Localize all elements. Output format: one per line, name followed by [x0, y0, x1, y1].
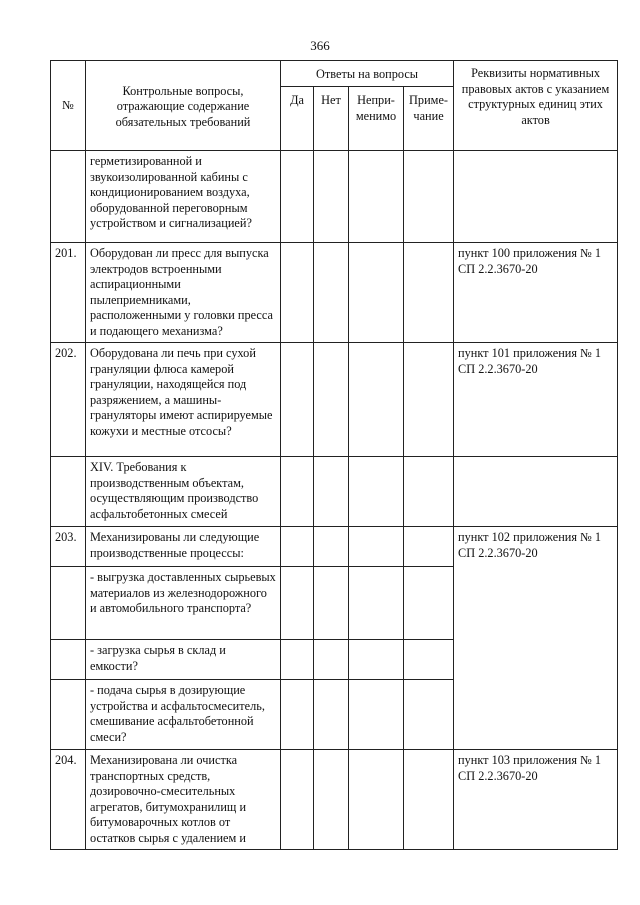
answer-yes-cell — [281, 750, 314, 850]
section-title: XIV. Требования к производственным объектам, осуществляющим производство асфальтобетонных смесей — [86, 457, 281, 527]
answer-note-cell — [404, 640, 454, 680]
question-text: - подача сырья в дозирующие устройства и асфальтосмеситель, смешивание асфальтобетонной смеси? — [86, 680, 281, 750]
answer-no-cell — [314, 640, 349, 680]
header-yes: Да — [281, 87, 314, 151]
header-not-applicable: Непри-менимо — [349, 87, 404, 151]
reference-text: пункт 102 приложения № 1 СП 2.2.3670-20 — [454, 527, 618, 750]
answer-na-cell — [349, 527, 404, 567]
reference-text — [454, 151, 618, 243]
header-number: № — [51, 61, 86, 151]
row-number: 202. — [51, 343, 86, 457]
requirements-table — [50, 60, 618, 850]
question-text: Оборудован ли пресс для выпуска электродов встроенными аспирационными пылеприемниками, расположенными у головки пресса и подающего механизма? — [86, 243, 281, 343]
reference-text: пункт 101 приложения № 1 СП 2.2.3670-20 — [454, 343, 618, 457]
header-no: Нет — [314, 87, 349, 151]
header-answers: Ответы на вопросы — [281, 61, 454, 87]
header-references: Реквизиты нормативных правовых актов с указанием структурных единиц этих актов — [454, 61, 618, 151]
answer-na-cell — [349, 151, 404, 243]
row-number — [51, 640, 86, 680]
table-row — [51, 243, 618, 343]
answer-yes-cell — [281, 680, 314, 750]
reference-text — [454, 457, 618, 527]
answer-note-cell — [404, 343, 454, 457]
answer-no-cell — [314, 750, 349, 850]
answer-note-cell — [404, 243, 454, 343]
answer-no-cell — [314, 457, 349, 527]
answer-note-cell — [404, 151, 454, 243]
answer-yes-cell — [281, 243, 314, 343]
answer-note-cell — [404, 680, 454, 750]
answer-na-cell — [349, 750, 404, 850]
answer-no-cell — [314, 527, 349, 567]
question-text: Оборудована ли печь при сухой грануляции флюса камерой грануляции, находящейся под разряжением, а машины-грануляторы имеют аспирируемые кожухи и местные отсосы? — [86, 343, 281, 457]
question-text: Механизирована ли очистка транспортных средств, дозировочно-смесительных агрегатов, битумохранилищ и битумоварочных котлов от остатков сырья с удалением и — [86, 750, 281, 850]
answer-no-cell — [314, 151, 349, 243]
question-text: Механизированы ли следующие производственные процессы: — [86, 527, 281, 567]
question-text: - загрузка сырья в склад и емкости? — [86, 640, 281, 680]
answer-yes-cell — [281, 457, 314, 527]
answer-na-cell — [349, 640, 404, 680]
header-note: Приме-чание — [404, 87, 454, 151]
answer-no-cell — [314, 243, 349, 343]
answer-na-cell — [349, 680, 404, 750]
row-number — [51, 567, 86, 640]
answer-yes-cell — [281, 527, 314, 567]
question-text: герметизированной и звукоизолированной кабины с кондиционированием воздуха, оборудованной переговорным устройством и сигнализацией? — [86, 151, 281, 243]
answer-note-cell — [404, 750, 454, 850]
question-text: - выгрузка доставленных сырьевых материалов из железнодорожного и автомобильного транспорта? — [86, 567, 281, 640]
table-row — [51, 151, 618, 243]
table-row — [51, 527, 618, 567]
answer-yes-cell — [281, 343, 314, 457]
answer-note-cell — [404, 527, 454, 567]
answer-no-cell — [314, 567, 349, 640]
answer-na-cell — [349, 243, 404, 343]
answer-no-cell — [314, 680, 349, 750]
reference-text: пункт 100 приложения № 1 СП 2.2.3670-20 — [454, 243, 618, 343]
row-number: 204. — [51, 750, 86, 850]
row-number: 203. — [51, 527, 86, 567]
table-row — [51, 750, 618, 850]
table-row — [51, 343, 618, 457]
row-number — [51, 457, 86, 527]
answer-note-cell — [404, 567, 454, 640]
answer-yes-cell — [281, 151, 314, 243]
answer-note-cell — [404, 457, 454, 527]
answer-no-cell — [314, 343, 349, 457]
answer-yes-cell — [281, 640, 314, 680]
reference-text: пункт 103 приложения № 1 СП 2.2.3670-20 — [454, 750, 618, 850]
section-header-row — [51, 457, 618, 527]
answer-na-cell — [349, 343, 404, 457]
row-number — [51, 680, 86, 750]
answer-na-cell — [349, 457, 404, 527]
row-number — [51, 151, 86, 243]
row-number: 201. — [51, 243, 86, 343]
header-question: Контрольные вопросы, отражающие содержание обязательных требований — [86, 61, 281, 151]
answer-yes-cell — [281, 567, 314, 640]
page-number: 366 — [310, 38, 330, 53]
answer-na-cell — [349, 567, 404, 640]
